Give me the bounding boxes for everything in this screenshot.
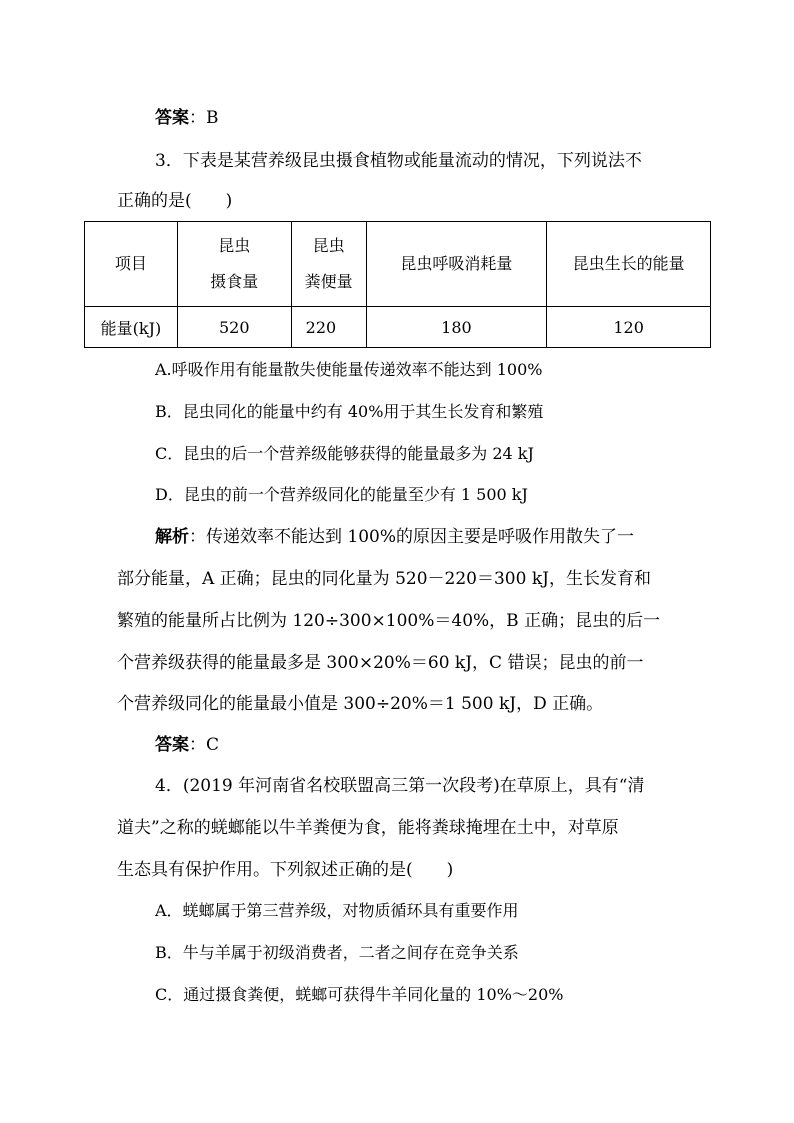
table-row: [85, 307, 711, 348]
answer-label: 答案: [155, 735, 189, 755]
header-cell: 昆虫 摄食量: [177, 222, 291, 307]
question-4-stem-line-3: 生态具有保护作用。下列叙述正确的是( ): [117, 860, 454, 880]
question-3-stem-line-1: 3．下表是某营养级昆虫摄食植物或能量流动的情况，下列说法不: [155, 151, 642, 171]
question-3-option-c: C．昆虫的后一个营养级能够获得的能量最多为 24 kJ: [155, 444, 534, 463]
explanation-line-1: 解析：传递效率不能达到 100%的原因主要是呼吸作用散失了一: [155, 527, 635, 547]
question-3-option-d: D．昆虫的前一个营养级同化的能量至少有 1 500 kJ: [155, 485, 528, 504]
header-cell: 项目: [85, 222, 178, 307]
question-3-option-a: A.呼吸作用有能量散失使能量传递效率不能达到 100%: [155, 360, 543, 379]
previous-answer: [155, 107, 219, 129]
energy-table: [84, 221, 711, 348]
question-4-option-b: B．牛与羊属于初级消费者，二者之间存在竞争关系: [155, 943, 519, 962]
header-cell: 昆虫 粪便量: [291, 222, 366, 307]
header-cell: 昆虫呼吸消耗量: [366, 222, 547, 307]
question-4-option-c: C．通过摄食粪便，蜣螂可获得牛羊同化量的 10%～20%: [155, 985, 564, 1004]
table-cell: 120: [547, 307, 711, 348]
explanation-line-3: 繁殖的能量所占比例为 120÷300×100%＝40%，B 正确；昆虫的后一: [117, 611, 661, 631]
question-3-answer: [155, 734, 219, 756]
table-cell: 能量(kJ): [85, 307, 178, 348]
table-cell: 220: [291, 307, 366, 348]
answer-value: ：C: [189, 735, 220, 755]
question-4-stem-line-2: 道夫”之称的蜣螂能以牛羊粪便为食，能将粪球掩埋在土中，对草原: [117, 818, 619, 838]
answer-label: 答案: [155, 108, 189, 128]
explanation-line-4: 个营养级获得的能量最多是 300×20%＝60 kJ，C 错误；昆虫的前一: [117, 653, 644, 673]
question-4-option-a: A．蜣螂属于第三营养级，对物质循环具有重要作用: [155, 901, 519, 920]
answer-value: ：B: [189, 108, 219, 128]
question-3-option-b: B．昆虫同化的能量中约有 40%用于其生长发育和繁殖: [155, 402, 544, 421]
explanation-line-2: 部分能量，A 正确；昆虫的同化量为 520－220＝300 kJ，生长发育和: [117, 569, 651, 589]
table-cell: 520: [177, 307, 291, 348]
table-cell: 180: [366, 307, 547, 348]
header-cell: 昆虫生长的能量: [547, 222, 711, 307]
table-header-row: [85, 222, 711, 307]
explanation-label: 解析: [155, 527, 189, 547]
question-3-stem-line-2: 正确的是( ): [117, 191, 233, 211]
question-4-stem-line-1: 4．(2019 年河南省名校联盟高三第一次段考)在草原上，具有“清: [155, 776, 645, 796]
explanation-line-5: 个营养级同化的能量最小值是 300÷20%＝1 500 kJ，D 正确。: [117, 694, 604, 714]
